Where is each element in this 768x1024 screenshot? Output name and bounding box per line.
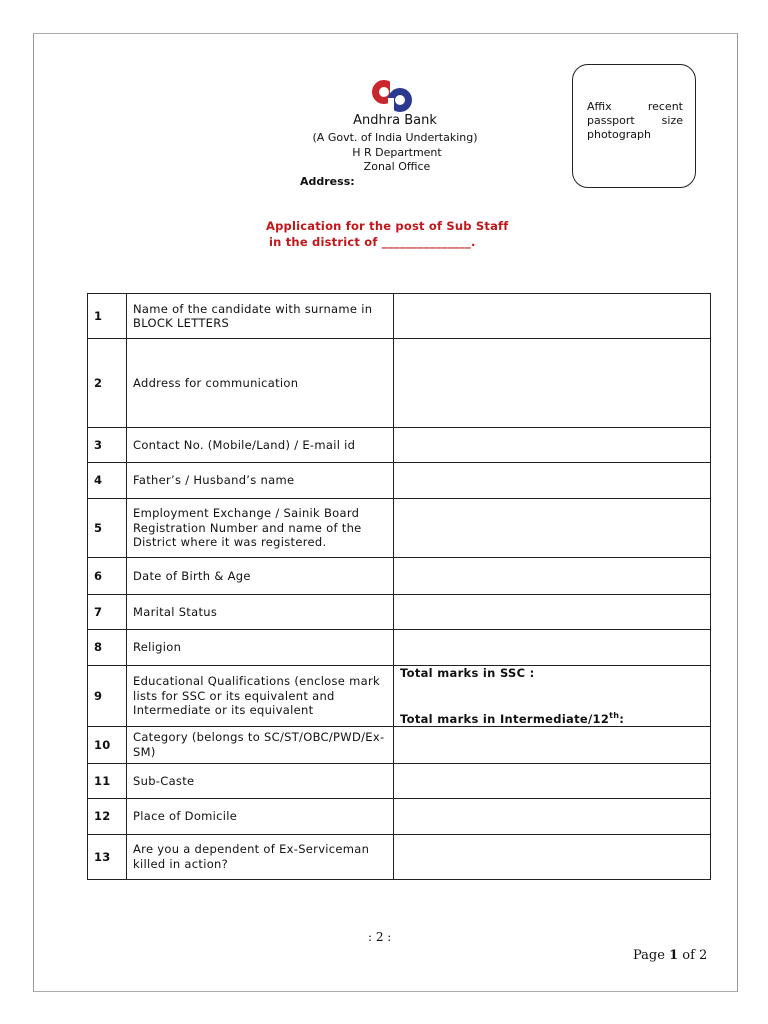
field-label: Are you a dependent of Ex-Serviceman killed in action? xyxy=(127,834,394,879)
row-number: 8 xyxy=(88,630,127,666)
answer-cell-category[interactable] xyxy=(394,726,711,763)
page-mid: of xyxy=(678,948,700,963)
application-form-table xyxy=(87,293,711,880)
table-row xyxy=(88,463,711,499)
intermediate-text: Total marks in Intermediate/12 xyxy=(400,711,610,726)
intermediate-colon: : xyxy=(619,711,625,726)
govt-undertaking-line: (A Govt. of India Undertaking) xyxy=(312,131,478,144)
answer-cell-religion[interactable] xyxy=(394,630,711,666)
field-label: Educational Qualifications (enclose mark lists for SSC or its equivalent and Intermediate or its equivalent xyxy=(127,666,394,727)
answer-cell-dependent[interactable] xyxy=(394,834,711,879)
center-page-marker: : 2 : xyxy=(368,930,392,944)
field-label: Contact No. (Mobile/Land) / E-mail id xyxy=(127,428,394,463)
photo-instruction: Affix recent passport size photograph xyxy=(587,100,683,141)
row-number: 13 xyxy=(88,834,127,879)
answer-cell-name[interactable] xyxy=(394,294,711,339)
page-prefix: Page xyxy=(633,948,670,963)
row-number: 2 xyxy=(88,339,127,428)
table-row xyxy=(88,499,711,558)
ssc-marks-label: Total marks in SSC : xyxy=(400,666,535,680)
answer-cell-education[interactable] xyxy=(394,666,711,727)
row-number: 9 xyxy=(88,666,127,727)
row-number: 10 xyxy=(88,726,127,763)
table-row xyxy=(88,294,711,339)
field-label: Place of Domicile xyxy=(127,798,394,834)
field-label: Religion xyxy=(127,630,394,666)
answer-cell-father-name[interactable] xyxy=(394,463,711,499)
field-label: Father’s / Husband’s name xyxy=(127,463,394,499)
table-row xyxy=(88,666,711,727)
table-row xyxy=(88,558,711,595)
answer-cell-dob[interactable] xyxy=(394,558,711,595)
answer-cell-contact[interactable] xyxy=(394,428,711,463)
table-row xyxy=(88,428,711,463)
row-number: 4 xyxy=(88,463,127,499)
andhra-bank-logo xyxy=(370,76,416,116)
table-row xyxy=(88,763,711,798)
table-row xyxy=(88,726,711,763)
answer-cell-sub-caste[interactable] xyxy=(394,763,711,798)
row-number: 7 xyxy=(88,595,127,630)
field-label: Date of Birth & Age xyxy=(127,558,394,595)
row-number: 12 xyxy=(88,798,127,834)
table-row xyxy=(88,595,711,630)
photo-box xyxy=(572,64,696,188)
row-number: 6 xyxy=(88,558,127,595)
answer-cell-employment-exchange[interactable] xyxy=(394,499,711,558)
table-row xyxy=(88,630,711,666)
page-total: 2 xyxy=(699,948,708,963)
row-number: 5 xyxy=(88,499,127,558)
address-label: Address: xyxy=(300,175,355,188)
answer-cell-marital-status[interactable] xyxy=(394,595,711,630)
application-title-line1: Application for the post of Sub Staff xyxy=(266,219,509,233)
table-row xyxy=(88,834,711,879)
field-label: Employment Exchange / Sainik Board Registration Number and name of the District where it was registered. xyxy=(127,499,394,558)
field-label: Address for communication xyxy=(127,339,394,428)
intermediate-marks-label xyxy=(400,709,704,726)
bank-name: Andhra Bank xyxy=(353,113,437,128)
answer-cell-domicile[interactable] xyxy=(394,798,711,834)
table-row xyxy=(88,798,711,834)
row-number: 11 xyxy=(88,763,127,798)
page-current: 1 xyxy=(669,948,679,963)
application-title-line2: in the district of _______________. xyxy=(269,235,476,249)
answer-cell-address[interactable] xyxy=(394,339,711,428)
page-number xyxy=(633,948,707,963)
row-number: 1 xyxy=(88,294,127,339)
table-row xyxy=(88,339,711,428)
field-label: Name of the candidate with surname in BLOCK LETTERS xyxy=(127,294,394,339)
hr-department-line: H R Department xyxy=(352,146,442,159)
intermediate-sup: th xyxy=(609,710,620,720)
field-label: Marital Status xyxy=(127,595,394,630)
zonal-office-line: Zonal Office xyxy=(363,160,431,173)
field-label: Category (belongs to SC/ST/OBC/PWD/Ex-SM) xyxy=(127,726,394,763)
field-label: Sub-Caste xyxy=(127,763,394,798)
row-number: 3 xyxy=(88,428,127,463)
